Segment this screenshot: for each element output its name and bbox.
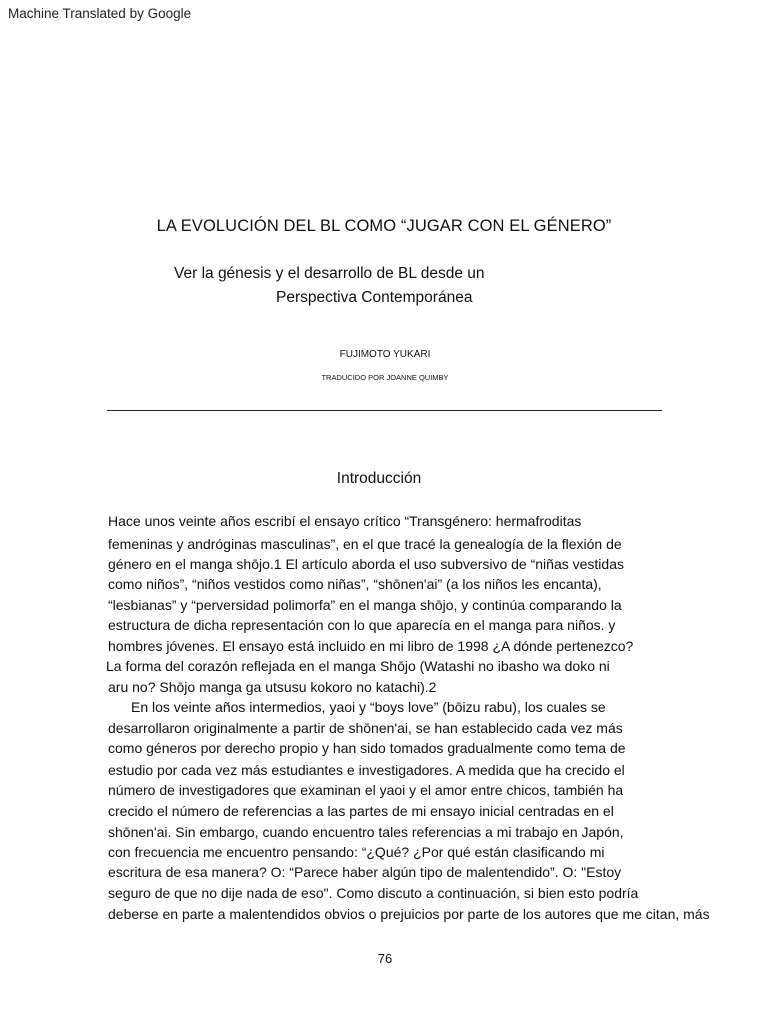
subtitle-line-2: Perspectiva Contemporánea — [276, 289, 473, 306]
body-line: género en el manga shōjo.1 El artículo aborda el uso subversivo de “niñas vestidas — [108, 556, 624, 572]
body-line: “lesbianas” y “perversidad polimorfa” en el manga shōjo, y continúa comparando la — [108, 597, 622, 613]
section-heading: Introducción — [336, 470, 422, 487]
body-line: femeninas y andróginas masculinas”, en el que tracé la genealogía de la flexión de — [108, 536, 622, 552]
body-line: con frecuencia me encuentro pensando: “¿Qué? ¿Por qué están clasificando mi — [108, 844, 605, 860]
body-line: La forma del corazón reflejada en el manga Shōjo (Watashi no ibasho wa doko ni — [106, 658, 610, 674]
subtitle-line-1: Ver la génesis y el desarrollo de BL desde un — [174, 265, 485, 282]
body-line: escritura de esa manera? O: “Parece haber algún tipo de malentendido”. O: "Estoy — [108, 864, 622, 880]
horizontal-divider — [107, 410, 662, 411]
body-line: seguro de que no dije nada de eso". Como discuto a continuación, si bien esto podría — [108, 885, 639, 901]
body-line: como niños”, “niños vestidos como niñas”, “shōnen'ai” (a los niños les encanta), — [108, 576, 602, 592]
translator-credit: TRADUCIDO POR JOANNE QUIMBY — [321, 373, 449, 382]
body-line: deberse en parte a malentendidos obvios o prejuicios por parte de los autores que me citan, más — [108, 906, 710, 922]
page-number: 76 — [377, 951, 393, 966]
body-line: como géneros por derecho propio y han sido tomados gradualmente como tema de — [108, 740, 626, 756]
body-line: desarrollaron originalmente a partir de shōnen'ai, se han establecido cada vez más — [108, 720, 623, 736]
body-line: hombres jóvenes. El ensayo está incluido en mi libro de 1998 ¿A dónde pertenezco? — [108, 638, 634, 654]
body-line: crecido el número de referencias a las partes de mi ensayo inicial centradas en el — [108, 803, 614, 819]
body-line: estructura de dicha representación con lo que aparecía en el manga para niños. y — [108, 617, 616, 633]
body-line: Hace unos veinte años escribí el ensayo crítico “Transgénero: hermafroditas — [108, 513, 582, 529]
body-line: estudio por cada vez más estudiantes e investigadores. A medida que ha crecido el — [108, 762, 625, 778]
body-line: En los veinte años intermedios, yaoi y “boys love” (bōizu rabu), los cuales se — [131, 699, 606, 715]
author-name: FUJIMOTO YUKARI — [339, 349, 431, 360]
machine-translation-banner: Machine Translated by Google — [8, 6, 192, 21]
body-line: shōnen'ai. Sin embargo, cuando encuentro tales referencias a mi trabajo en Japón, — [108, 824, 624, 840]
article-title: LA EVOLUCIÓN DEL BL COMO “JUGAR CON EL GÉNERO” — [156, 217, 612, 235]
body-line: número de investigadores que examinan el yaoi y el amor entre chicos, también ha — [108, 782, 624, 798]
body-line: aru no? Shōjo manga ga utsusu kokoro no katachi).2 — [108, 679, 437, 695]
